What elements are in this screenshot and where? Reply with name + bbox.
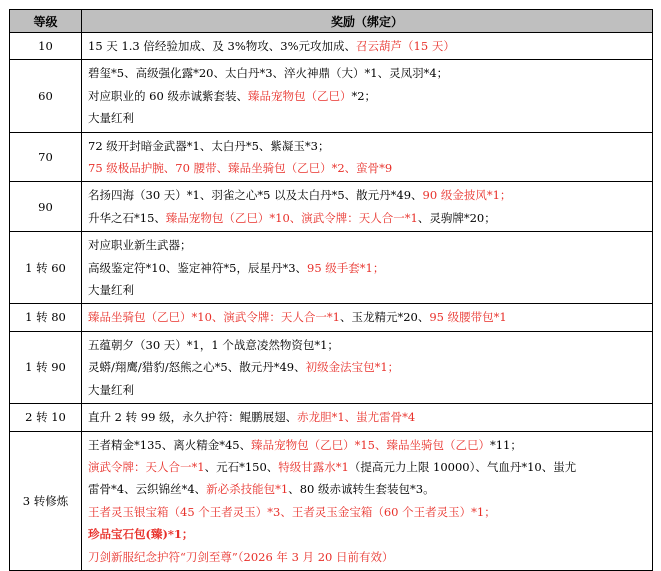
reward-line — [88, 135, 652, 157]
table-row — [10, 33, 653, 60]
reward-line — [88, 406, 652, 428]
reward-line — [88, 184, 652, 206]
reward-table-container — [9, 9, 652, 571]
table-row — [10, 431, 653, 570]
level-cell: 10 — [10, 33, 82, 60]
reward-line — [88, 62, 652, 84]
reward-line — [88, 306, 652, 328]
highlight-reward-text: 95 级手套*1； — [307, 260, 385, 275]
table-row — [10, 404, 653, 431]
reward-line — [88, 85, 652, 107]
table-row — [10, 232, 653, 304]
reward-text: （提高元力上限 10000）、气血丹*10、蚩尤 — [348, 459, 577, 474]
reward-text: 大量红利 — [88, 283, 134, 298]
level-cell: 70 — [10, 132, 82, 182]
reward-cell — [82, 33, 653, 60]
reward-line — [88, 334, 652, 356]
table-header-row — [10, 10, 653, 33]
reward-line — [88, 434, 652, 456]
level-cell: 1 转 90 — [10, 331, 82, 403]
reward-text: 对应职业新生武器； — [88, 238, 192, 253]
level-cell: 60 — [10, 60, 82, 132]
reward-text: 大量红利 — [88, 111, 134, 126]
reward-line — [88, 234, 652, 256]
highlight-reward-text: 75 级极品护腕、70 腰带、臻品坐骑包（乙巳）*2、蛮骨*9 — [88, 161, 393, 176]
reward-line — [88, 207, 652, 229]
reward-table — [9, 9, 653, 571]
header-level: 等级 — [10, 10, 82, 33]
table-body — [10, 33, 653, 571]
highlight-reward-text: 臻品宠物包（乙巳）*15、臻品坐骑包（乙巳） — [251, 437, 490, 452]
reward-text: 对应职业的 60 级赤诚紫套装、 — [88, 88, 248, 103]
reward-text: 王者精金*135、离火精金*45、 — [88, 437, 252, 452]
highlight-reward-text: 90 级金披风*1； — [422, 188, 512, 203]
highlight-reward-text: 赤龙胆*1、蚩尤雷骨*4 — [297, 410, 416, 425]
reward-text: 直升 2 转 99 级，永久护符：鲲鹏展翅、 — [88, 410, 298, 425]
reward-line — [88, 356, 652, 378]
highlight-reward-text: 臻品宠物包（乙巳）*10、演武令牌：天人合一*1 — [165, 210, 418, 225]
reward-line — [88, 257, 652, 279]
reward-text: 15 天 1.3 倍经验加成、及 3%物攻、3%元攻加成、 — [88, 39, 357, 53]
highlight-reward-text: 初级金法宝包*1； — [305, 360, 400, 375]
highlight-reward-text: 新必杀技能包*1 — [206, 482, 289, 497]
reward-cell — [82, 304, 653, 331]
highlight-reward-text: 特级甘露水*1 — [278, 459, 349, 474]
table-row — [10, 60, 653, 132]
reward-cell — [82, 431, 653, 570]
reward-text: 、灵驹牌*20； — [417, 210, 496, 225]
reward-cell — [82, 404, 653, 431]
reward-cell — [82, 132, 653, 182]
reward-text: 72 级开封暗金武器*1、太白丹*5、紫凝玉*3； — [88, 138, 330, 153]
reward-line — [88, 501, 652, 523]
level-cell: 3 转修炼 — [10, 431, 82, 570]
highlight-reward-text: 王者灵玉银宝箱（45 个王者灵玉）*3、王者灵玉金宝箱（60 个王者灵玉）*1； — [88, 504, 496, 519]
reward-text: 碧玺*5、高级强化露*20、太白丹*3、淬火神鼎（大）*1、灵凤羽*4； — [88, 66, 449, 81]
reward-text: *2； — [351, 88, 377, 103]
table-row — [10, 304, 653, 331]
reward-line — [88, 478, 652, 500]
table-row — [10, 132, 653, 182]
highlight-reward-text: 珍品宝石包(臻)*1； — [88, 527, 194, 542]
highlight-reward-text: 臻品宠物包（乙巳） — [247, 88, 352, 103]
table-row — [10, 331, 653, 403]
reward-cell — [82, 331, 653, 403]
reward-cell — [82, 182, 653, 232]
reward-cell — [82, 60, 653, 132]
reward-text: 雷骨*4、云织锦丝*4、 — [88, 482, 207, 497]
highlight-reward-text: 召云葫芦（15 天） — [356, 39, 455, 53]
header-reward: 奖励（绑定） — [82, 10, 653, 33]
reward-text: 、玉龙精元*20、 — [339, 310, 430, 325]
reward-text: 高级鉴定符*10、鉴定神符*5，辰星丹*3、 — [88, 260, 308, 275]
highlight-reward-text: 演武令牌：天人合一*1 — [88, 459, 205, 474]
reward-text: 大量红利 — [88, 382, 134, 397]
reward-line — [88, 35, 652, 57]
reward-line — [88, 456, 652, 478]
reward-text: 、元石*150、 — [204, 459, 279, 474]
reward-cell — [82, 232, 653, 304]
highlight-reward-text: 臻品坐骑包（乙巳）*10、演武令牌：天人合一*1 — [88, 310, 340, 325]
level-cell: 1 转 80 — [10, 304, 82, 331]
highlight-reward-text: 刀剑新服纪念护符“刀剑至尊”（2026 年 3 月 20 日前有效） — [88, 549, 394, 564]
level-cell: 2 转 10 — [10, 404, 82, 431]
table-row — [10, 182, 653, 232]
reward-line — [88, 523, 652, 545]
reward-line — [88, 379, 652, 401]
reward-text: *11； — [489, 437, 522, 452]
reward-line — [88, 107, 652, 129]
reward-text: 灵蟒/翔鹰/猎豹/怒熊之心*5、散元丹*49、 — [88, 360, 306, 375]
level-cell: 1 转 60 — [10, 232, 82, 304]
reward-text: 升华之石*15、 — [88, 210, 166, 225]
reward-text: 名扬四海（30 天）*1、羽雀之心*5 以及太白丹*5、散元丹*49、 — [88, 188, 423, 203]
level-cell: 90 — [10, 182, 82, 232]
reward-text: 、80 级赤诚转生套装包*3。 — [288, 482, 435, 497]
reward-line — [88, 157, 652, 179]
reward-text: 五蕴朝夕（30 天）*1，1 个战意凌然物资包*1； — [88, 337, 339, 352]
reward-line — [88, 279, 652, 301]
highlight-reward-text: 95 级腰带包*1 — [429, 310, 507, 325]
